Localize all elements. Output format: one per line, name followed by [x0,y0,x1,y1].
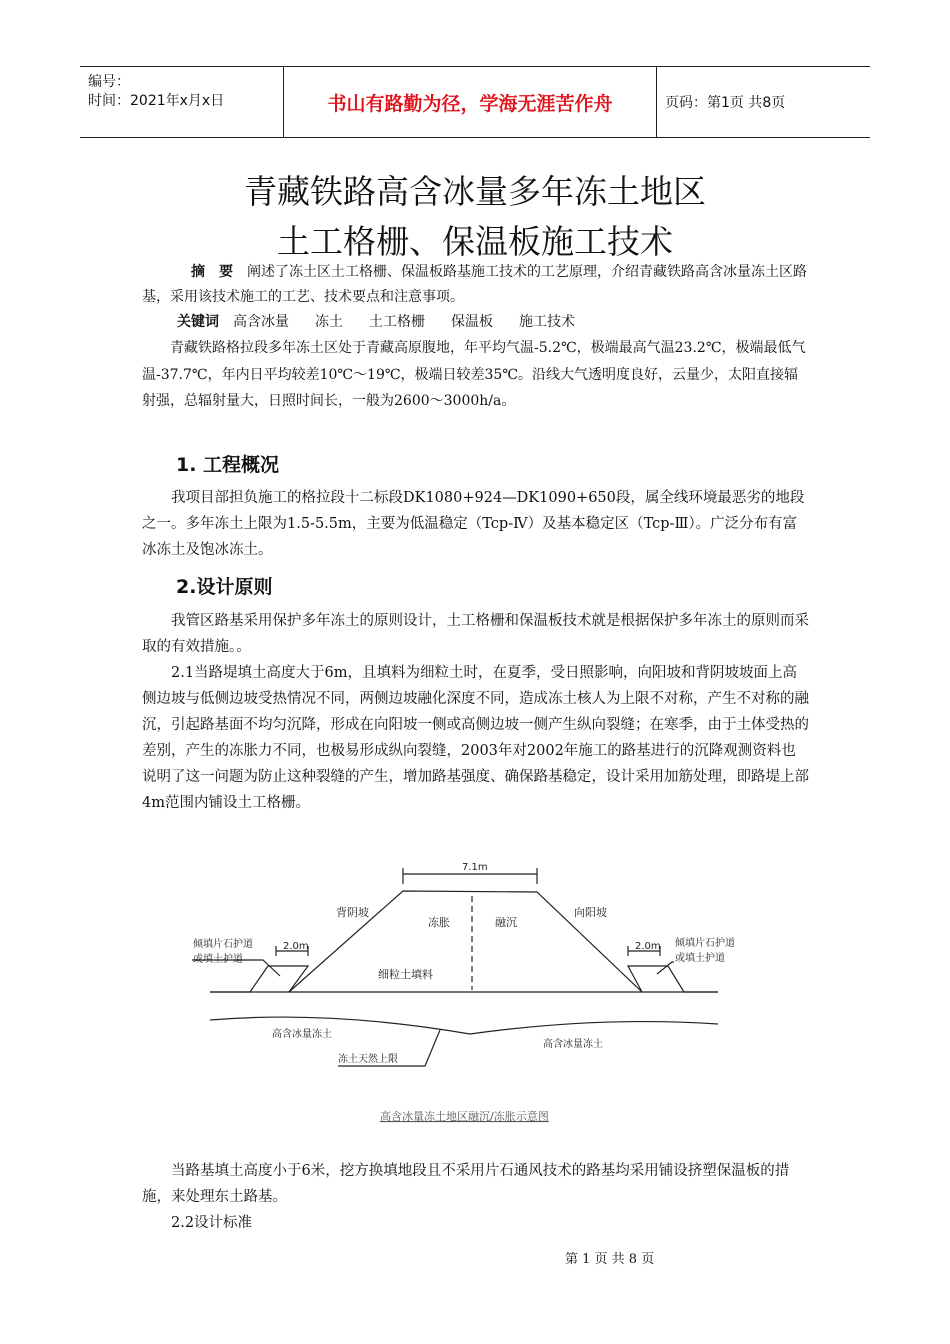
ground-line-right [628,966,718,992]
page-footer: 第 1 页 共 8 页 [565,1252,655,1267]
title-line-1: 青藏铁路高含冰量多年冻土地区 [244,172,706,211]
top-width-label: 7.1m [462,862,488,873]
figure-caption: 高含冰量冻土地区融沉/冻胀示意图 [380,1110,549,1123]
berm-width-right: 2.0m [635,941,661,952]
ice-soil-left: 高含冰量冻土 [272,1029,332,1040]
frost-heave-label: 冻胀 [428,916,450,929]
keywords-label: 关键词 [177,314,219,330]
number-label: 编号： [88,74,130,90]
title-line-2: 土工格栅、保温板施工技术 [277,222,673,261]
keyword: 土工格栅 [369,314,425,330]
subsection-2-2: 2.2设计标准 [171,1215,253,1231]
natural-limit-label: 冻土天然上限 [338,1054,398,1065]
keyword: 高含冰量 [233,314,289,330]
right-berm-note-1: 倾填片石护道 [675,938,735,949]
keyword: 保温板 [451,314,493,330]
intro-paragraph: 青藏铁路格拉段多年冻土区处于青藏高原腹地，年平均气温-5.2℃，极端最高气温23.2℃，极端最低气温-37.7℃，年内日平均较差10℃～19℃，极端日较差35℃。沿线大气透明度良好，云量少，太阳直接辐射强，总辐射量大，日照时间长，一般为2600～3000h/a。 [142,340,806,409]
abstract-text: 阐述了冻土区土工格栅、保温板路基施工技术的工艺原理，介绍青藏铁路高含冰量冻土区路基，采用该技术施工的工艺、技术要点和注意事项。 [142,264,807,305]
berm-width-left: 2.0m [283,941,309,952]
section-2-text-1: 我管区路基采用保护多年冻土的原则设计，土工格栅和保温板技术就是根据保护多年冻土的原则而采取的有效措施。。 [142,613,809,655]
sunny-slope-label: 向阳坡 [574,906,607,919]
right-berm-note-2: 或填土护道 [675,953,725,964]
section-2-text-2: 2.1当路堤填土高度大于6m，且填料为细粒土时，在夏季，受日照影响，向阳坡和背阴坡坡面上高侧边坡与低侧边坡受热情况不同，两侧边坡融化深度不同，造成冻土核人为上限不对称，产生不对称的融沉，引起路基面不均匀沉降，形成在向阳坡一侧或高侧边坡一侧产生纵向裂缝；在寒季，由于土体受热的差别，产生的冻胀力不同，也极易形成纵向裂缝，2003年对2002年施工的路基进行的沉降观测资料也说明了这一问题为防止这种裂缝的产生，增加路基强度、确保路基稳定，设计采用加筋处理，即路堤上部4m范围内铺设土工格栅。 [142,665,809,811]
left-berm-note-2: 或填土护道 [193,954,243,965]
section-2-heading: 2.设计原则 [176,576,273,598]
left-berm-note-1: 倾填片石护道 [193,939,253,950]
keyword: 冻土 [315,314,343,330]
fill-label: 细粒土填料 [378,968,433,981]
section-1-text: 我项目部担负施工的格拉段十二标段DK1080+924—DK1090+650段，属全线环境最恶劣的地段之一。多年冻土上限为1.5-5.5m，主要为低温稳定（Tcp-Ⅳ）及基本稳定区（Tcp-Ⅲ）。广泛分布有富冰冻土及饱冰冻土。 [142,490,805,558]
after-figure-text: 当路基填土高度小于6米，挖方换填地段且不采用片石通风技术的路基均采用铺设挤塑保温板的措施，来处理东土路基。 [142,1163,790,1205]
header-motto: 书山有路勤为径，学海无涯苦作舟 [283,67,657,137]
abstract-label: 摘 要 [191,264,233,280]
section-1-heading: 1. 工程概况 [176,454,280,476]
header-page-info: 页码：第1页 共8页 [665,95,786,111]
shady-slope-label: 背阴坡 [336,906,369,919]
thaw-settle-label: 融沉 [495,916,517,929]
keyword: 施工技术 [519,314,575,330]
time-label: 时间：2021年x月x日 [88,93,225,109]
ice-soil-right: 高含冰量冻土 [543,1039,603,1050]
